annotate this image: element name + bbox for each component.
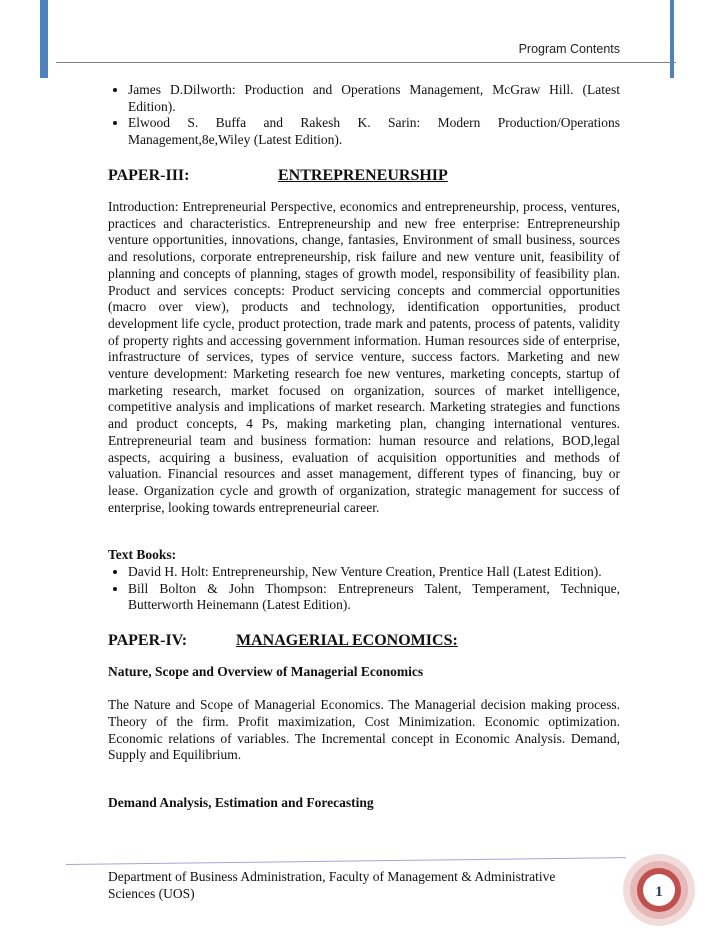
header-bar-right [670, 0, 674, 78]
paper4-label: PAPER-IV: [108, 631, 188, 649]
paper4-heading [108, 632, 620, 652]
running-header: Program Contents [518, 42, 620, 56]
paper3-topic: ENTREPRENEURSHIP [278, 167, 448, 184]
header-rule [56, 62, 676, 63]
page-number: 1 [655, 884, 663, 900]
paper3-body: Introduction: Entrepreneurial Perspective, economics and entrepreneurship, process, ventures, practices and characteristics. Entrepreneurship and new free enterprise: Entrepreneurship venture opportunities, innovations, change, fantasies, Environment of small business, sources and resolutions, corporate entrepreneurship, risk failure and new venture unit, feasibility of planning and concepts of planning, stages of growth model, responsibility of feasibility plan. Product and services concepts: Product servicing concepts and commercial opportunities (macro over view), products and technology, identification opportunities, product development life cycle, product protection, trade mark and patents, process of patents, validity of property rights and accessing government information. Human resources side of enterprise, infrastructure of services, types of service venture, success factors. Marketing and new venture development: Marketing research foe new ventures, marketing concepts, startup of marketing research, market focused on organization, sources of market intelligence, competitive analysis and implications of market research. Marketing strategies and functions and product concepts, 4 Ps, making marketing plan, changing international ventures. Entrepreneurial team and business formation: human resource and relations, BOD,legal aspects, acquiring a business, evaluation of acquisition opportunities and methods of valuation. Financial resources and asset management, different types of financing, buy or lease. Organization cycle and growth of organization, strategic management for success of enterprise, looking towards entrepreneurial career. [108, 199, 620, 515]
reference-item: • James D.Dilworth: Production and Operations Management, McGraw Hill. (Latest Edition). [128, 82, 620, 115]
paper4-subheading-nature: Nature, Scope and Overview of Managerial Economics [108, 663, 424, 679]
textbook-item: • David H. Holt: Entrepreneurship, New Venture Creation, Prentice Hall (Latest Edition). [128, 564, 620, 581]
paper3-label: PAPER-III: [108, 167, 190, 184]
page-number-badge [620, 851, 698, 929]
footer-department: Department of Business Administration, Faculty of Management & Administrative Sciences (UOS) [108, 869, 556, 901]
reference-list-top [84, 82, 620, 148]
footer-rule [66, 857, 626, 865]
textbook-list [84, 564, 620, 614]
reference-item: • Elwood S. Buffa and Rakesh K. Sarin: Modern Production/Operations Management,8e,Wiley (Latest Edition). [128, 115, 620, 148]
paper4-body: The Nature and Scope of Managerial Economics. The Managerial decision making process. Theory of the firm. Profit maximization, Cost Minimization. Economic optimization. Economic relations of variables. The Incremental concept in Economic Analysis. Demand, Supply and Equilibrium. [108, 697, 620, 763]
paper3-heading [108, 167, 620, 187]
page-content [108, 82, 620, 812]
paper4-subheading-demand: Demand Analysis, Estimation and Forecasting [108, 795, 374, 811]
textbooks-label: Text Books: [108, 547, 177, 563]
header-bar-left [40, 0, 48, 78]
paper4-topic: MANAGERIAL ECONOMICS: [236, 631, 458, 649]
textbook-item: • Bill Bolton & John Thompson: Entrepreneurs Talent, Temperament, Technique, Butterworth Heinemann (Latest Edition). [128, 581, 620, 614]
